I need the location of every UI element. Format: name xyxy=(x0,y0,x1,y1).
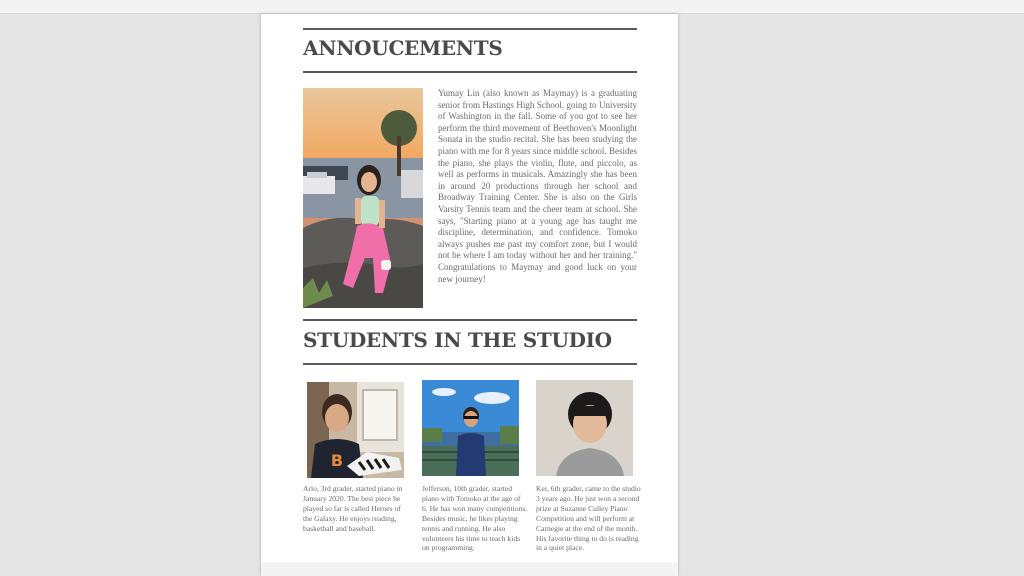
announcements-body: Yumay Lin (also known as Maymay) is a graduating senior from Hastings High School, going to University of Washington in the fall. Some of you got to see her perform the third movement of Beethoven's Moonlight Sonata in the studio recital. She has been studying the piano with me for 8 years since middle school. Besides the piano, she plays the violin, flute, and piccolo, as well as performs in musicals. Amazingly she has been in around 20 productions through her school and Broadway Training Center. She is also on the Girls Varsity Tennis team and the cheer team at school. She says, "Starting piano at a young age has taught me discipline, determination, and confidence. Tomoko always pushes me past my comfort zone, but I would not be where I am today without her and her training." Congratulations to Maymay and good luck on your new journey! xyxy=(438,88,637,284)
page-footer-strip xyxy=(261,562,678,576)
document-page xyxy=(261,14,678,576)
arlo-photo-icon xyxy=(307,382,404,478)
caption-arlo: Arlo, 3rd grader, started piano in January 2020. The best piece he played so far is called Heroes of the Galaxy. He enjoys reading, basketball and baseball. xyxy=(303,484,403,533)
student-photo-jefferson xyxy=(422,380,519,476)
top-rule xyxy=(303,28,637,30)
students-rule xyxy=(303,363,637,365)
student-photo-kei xyxy=(536,380,633,476)
kei-photo-icon xyxy=(536,380,633,476)
svg-text:B: B xyxy=(330,451,344,470)
jefferson-photo-icon xyxy=(422,380,519,476)
announcements-rule xyxy=(303,71,637,73)
announcements-heading: ANNOUCEMENTS xyxy=(303,36,503,60)
graduate-photo xyxy=(303,88,423,308)
caption-kei: Kei, 6th grader, came to the studio 3 years ago. He just won a second prize at Suzanne Culley Piano Competition and will perform at Carnegie at the end of the month. His favorite thing to do is reading in a quiet place. xyxy=(536,484,641,553)
student-photo-arlo xyxy=(307,382,404,478)
viewer-toolbar xyxy=(0,0,1024,14)
students-top-rule xyxy=(303,319,637,321)
students-heading: STUDENTS IN THE STUDIO xyxy=(303,328,612,352)
caption-jefferson: Jefferson, 10th grader, started piano with Tomoko at the age of 6. He has won many competitions. Besides music, he likes playing tennis and running. He also volunteers his time to teach kids on programming. xyxy=(422,484,528,553)
student-photo-icon xyxy=(303,88,423,308)
